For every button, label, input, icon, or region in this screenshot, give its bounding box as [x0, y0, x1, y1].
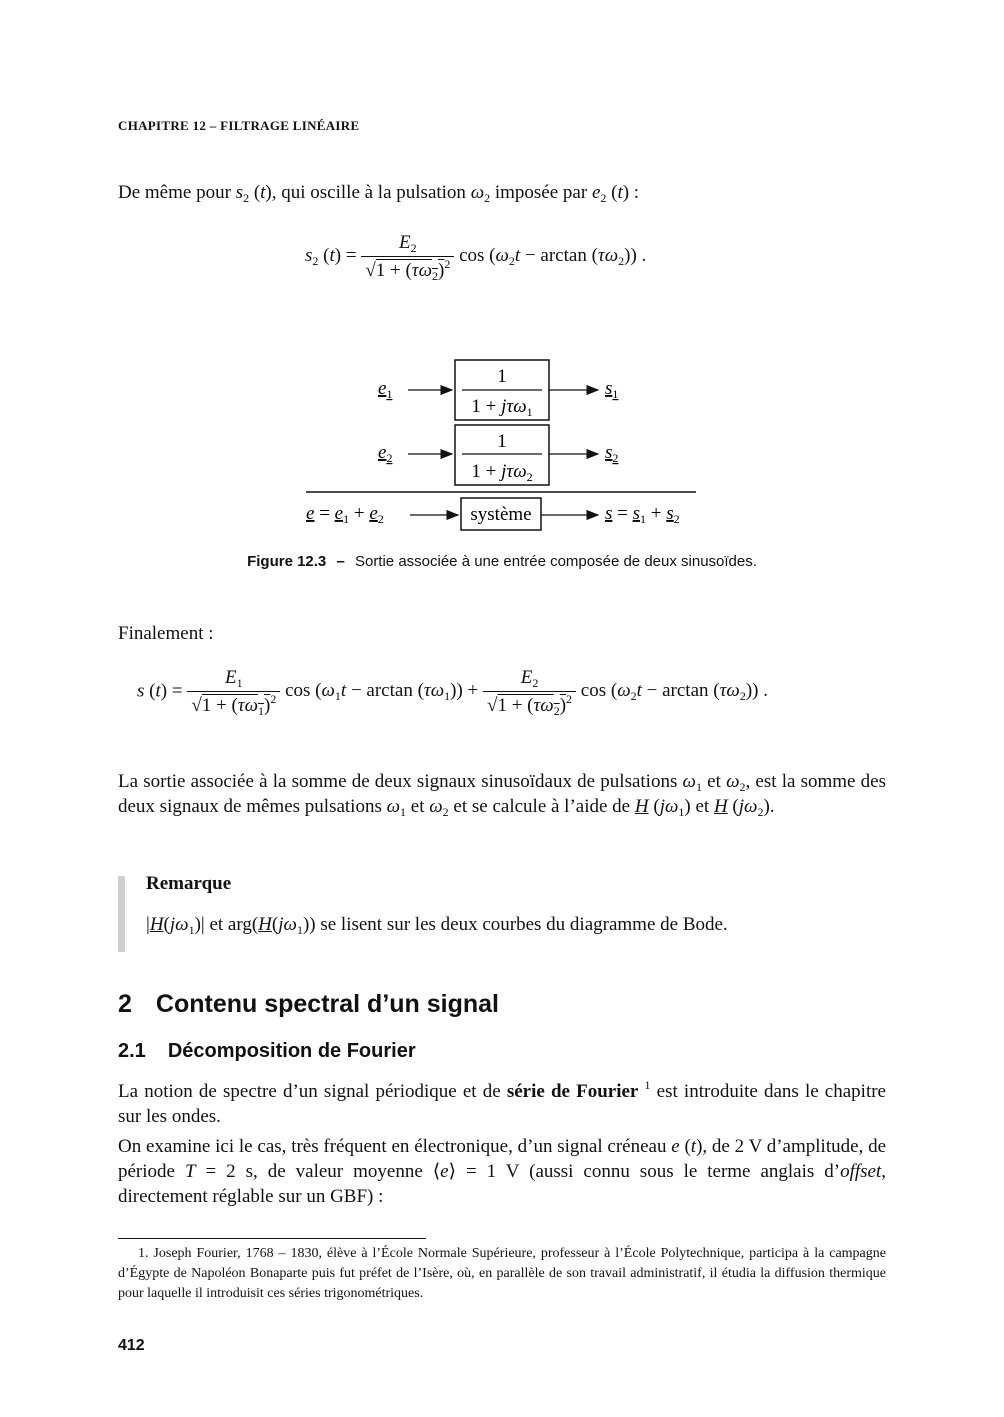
system-label: système	[470, 504, 532, 525]
caption-label: Figure 12.3	[247, 553, 327, 570]
block-diagram	[290, 350, 710, 540]
remark-bar	[118, 876, 125, 952]
footnote-mark: 1	[644, 1078, 651, 1092]
svg-text:1 + jτω2: 1 + jτω$_2$	[471, 461, 533, 484]
remark-title: Remarque	[146, 873, 232, 894]
finalement-text: Finalement :	[118, 623, 214, 644]
svg-text:1: 1	[497, 431, 507, 452]
row2-input: $e_2$	[378, 442, 393, 465]
creneau-paragraph: On examine ici le cas, très fréquent en électronique, d’un signal créneau e (t), de 2 V d’amplitude, de période T = 2 s, de valeur moyenne ⟨e⟩ = 1 V (aussi connu sous le terme anglais d’offset, directement réglable sur un GBF) :	[118, 1136, 886, 1207]
row1-output: $s_1$	[605, 378, 619, 401]
row1-input: $e_1$	[378, 378, 393, 401]
figure-caption: Figure 12.3 – Sortie associée à une entrée composée de deux sinusoïdes.	[247, 553, 757, 570]
chapter-title: FILTRAGE LINÉAIRE	[220, 118, 360, 133]
fourier-paragraph: La notion de spectre d’un signal périodique et de série de Fourier $^1$ est introduite dans le chapitre sur les ondes.	[118, 1078, 886, 1127]
footnote-rule	[118, 1238, 426, 1239]
section-heading: 2 Contenu spectral d’un signal	[118, 990, 499, 1018]
equation-s2: $s_2$ (t) = $\frac{E_2}{√1 + (\tau\omega_2)^2}$ $\cos (\omega_2t - \arctan (\tau\omega_2))$ .	[305, 232, 647, 283]
sum-paragraph: La sortie associée à la somme de deux signaux sinusoïdaux de pulsations $\omega_1$ et $\omega_2$, est la somme des deux signaux de mêmes pulsations $\omega_1$ et $\omega_2$ et se calcule à l’aide de H $(j\omega_1)$ et H $(j\omega_2)$.	[118, 771, 887, 819]
chapter-header	[118, 118, 359, 134]
svg-text:1 + jτω1: 1 + jτω$_1$	[471, 396, 533, 419]
row2-output: $s_2$	[605, 442, 619, 465]
remark-text: $|H(j\omega_1)|$ et $arg(H(j\omega_1))$ se lisent sur les deux courbes du diagramme de Bode.	[146, 914, 728, 937]
caption-text: Sortie associée à une entrée composée de deux sinusoïdes.	[354, 553, 757, 570]
svg-text:1: 1	[497, 366, 507, 387]
row3-output: $s = s_1 + s_2$	[605, 503, 680, 526]
equation-s: s (t) = $\frac{E_1}{√1 + (\tau\omega_1)^2}$ $\cos (\omega_1t - \arctan (\tau\omega_1))$ + $\frac{E_2}{√1 + (\tau\omega_2)^2}$ $\cos (\omega_2t - \arctan (\tau\omega_2))$ .	[137, 667, 768, 718]
row3-input: $e = e_1 + e_2$	[306, 503, 384, 526]
chapter-prefix: CHAPITRE 12 –	[118, 118, 217, 133]
page-number: 412	[118, 1337, 145, 1354]
intro-paragraph: De même pour $s_2$ (t), qui oscille à la pulsation $\omega_2$ imposée par $e_2$ (t) :	[118, 182, 640, 205]
footnote: 1. Joseph Fourier, 1768 – 1830, élève à l’École Normale Supérieure, professeur à l’École Polytechnique, participa à la campagne d’Égypte de Napoléon Bonaparte puis fut préfet de l’Isère, où, en parallèle de son travail administratif, il étudia la diffusion thermique pour laquelle il introduisit ces séries trigonométriques.	[118, 1246, 886, 1301]
subsection-heading: 2.1 Décomposition de Fourier	[118, 1040, 416, 1062]
